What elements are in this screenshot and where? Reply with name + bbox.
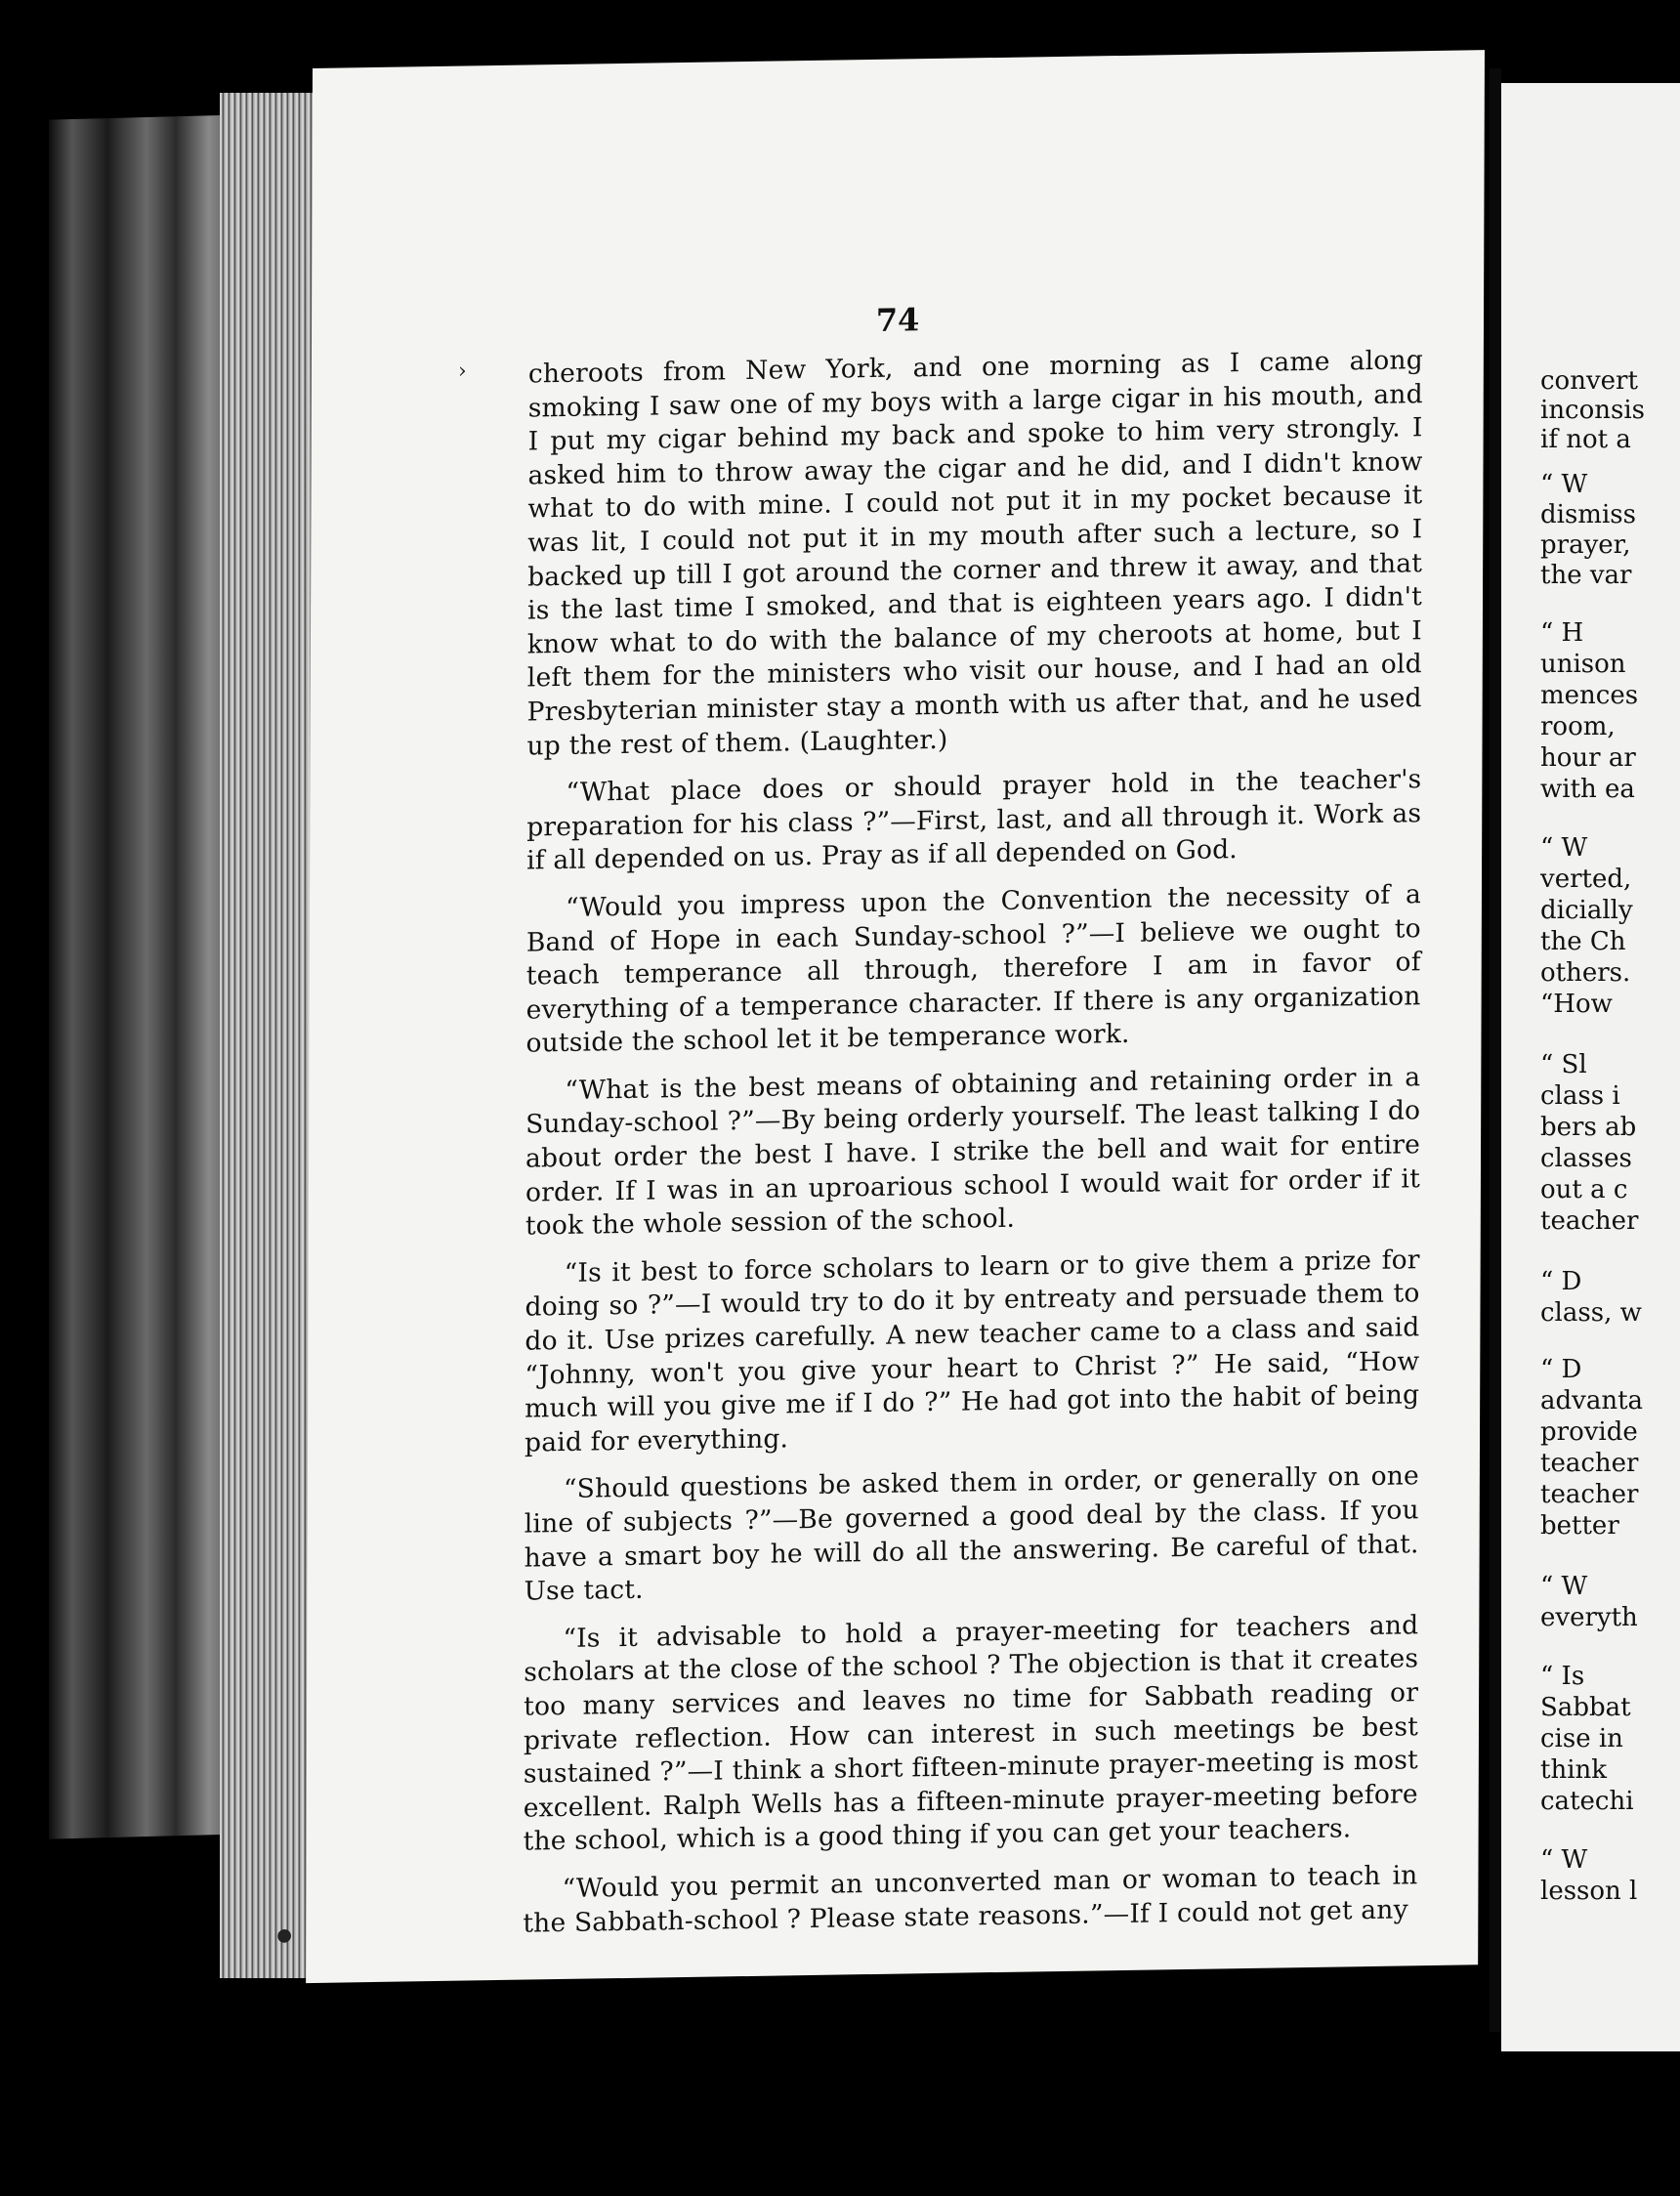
- facing-line: convert: [1540, 366, 1638, 396]
- facing-line: if not a: [1540, 425, 1631, 454]
- facing-line: unison: [1540, 650, 1626, 679]
- paragraph: “Is it advisable to hold a prayer-meeting for teachers and scholars at the close of the school ? The objection is that it creates too many services and leaves no time for Sabbath reading or private reflection. How can interest in such meetings be best sustained ?”—I think a short fifteen-minute prayer-meeting is most excellent. Ralph Wells has a fifteen-minute prayer-meeting before the school, which is a good thing if you can get your teachers.: [523, 1610, 1419, 1857]
- paragraph: “Should questions be asked them in order, or generally on one line of subjects ?”—Be governed a good deal by the class. If you have a smart boy he will do all the answering. Be careful of that. Use tact.: [524, 1460, 1419, 1607]
- facing-line: prayer,: [1540, 530, 1631, 560]
- facing-line: “ W: [1540, 1572, 1588, 1601]
- facing-line: hour ar: [1540, 743, 1636, 773]
- facing-line: everyth: [1540, 1603, 1638, 1632]
- facing-line: others.: [1540, 958, 1631, 988]
- gutter: [1490, 68, 1501, 2032]
- facing-line: “ D: [1540, 1355, 1582, 1384]
- margin-mark: ›: [457, 359, 467, 384]
- facing-line: out a c: [1540, 1175, 1628, 1204]
- facing-line: “ D: [1540, 1267, 1582, 1296]
- facing-line: Sabbat: [1540, 1693, 1631, 1722]
- facing-line: bers ab: [1540, 1113, 1637, 1142]
- paragraph: “Would you impress upon the Convention the necessity of a Band of Hope in each Sunday-school ?”—I believe we ought to teach temperance all through, therefore I am in favor of everything of a temperance character. If there is any organization outside the school let it be temperance work.: [525, 879, 1422, 1059]
- facing-line: “ Is: [1540, 1662, 1585, 1691]
- facing-line: room,: [1540, 712, 1616, 741]
- facing-line: teacher: [1540, 1480, 1639, 1509]
- page-text: [523, 344, 1423, 1955]
- facing-line: think: [1540, 1755, 1608, 1785]
- facing-page: [1501, 83, 1680, 2051]
- facing-line: lesson l: [1540, 1877, 1638, 1906]
- facing-line: “How: [1540, 990, 1613, 1019]
- paragraph: “What is the best means of obtaining and retaining order in a Sunday-school ?”—By being orderly yourself. The least talking I do about order the best I have. I strike the bell and wait for entire order. If I was in an uproarious school I would wait for order if it took the whole session of the school.: [525, 1062, 1421, 1242]
- facing-line: teacher: [1540, 1206, 1639, 1236]
- facing-line: dismiss: [1540, 500, 1636, 529]
- facing-line: the Ch: [1540, 927, 1626, 956]
- facing-line: “ H: [1540, 618, 1584, 648]
- facing-line: catechi: [1540, 1787, 1634, 1816]
- facing-line: class, w: [1540, 1298, 1642, 1328]
- paragraph: cheroots from New York, and one morning as I came along smoking I saw one of my boys with a large cigar in his mouth, and I put my cigar behind my back and spoke to him very strongly. I asked him to throw away the cigar and he did, and I didn't know what to do with mine. I could not put it in my pocket because it was lit, I could not put it in my mouth after such a lecture, so I backed up till I got around the corner and threw it away, and that is the last time I smoked, and that is eighteen years ago. I didn't know what to do with the balance of my cheroots at home, but I left them for the ministers who visit our house, and I had an old Presbyterian minister stay a month with us after that, and he used up the rest of them. (Laughter.): [526, 345, 1423, 762]
- paragraph: “Is it best to force scholars to learn or to give them a prize for doing so ?”—I would try to do it by entreaty and persuade them to do it. Use prizes carefully. A new teacher came to a class and said “Johnny, won't you give your heart to Christ ?” He said, “How much will you give me if I do ?” He had got into the habit of being paid for everything.: [525, 1245, 1420, 1458]
- facing-line: dicially: [1540, 896, 1633, 925]
- facing-line: verted,: [1540, 865, 1632, 894]
- facing-line: “ W: [1540, 470, 1588, 499]
- facing-line: better: [1540, 1511, 1619, 1541]
- book-edge-outer: [49, 114, 244, 1838]
- facing-line: cise in: [1540, 1724, 1623, 1753]
- facing-line: class i: [1540, 1081, 1620, 1111]
- facing-line: “ Sl: [1540, 1050, 1587, 1079]
- facing-line: the var: [1540, 561, 1632, 590]
- facing-line: “ W: [1540, 1845, 1588, 1875]
- facing-line: mences: [1540, 681, 1639, 710]
- facing-line: with ea: [1540, 775, 1635, 804]
- ink-dot: ●: [276, 1924, 293, 1946]
- facing-line: “ W: [1540, 833, 1588, 863]
- facing-line: inconsis: [1540, 396, 1646, 425]
- facing-line: classes: [1540, 1144, 1632, 1173]
- paragraph: “Would you permit an unconverted man or woman to teach in the Sabbath-school ? Please state reasons.”—If I could not get any: [523, 1860, 1418, 1939]
- paragraph: “What place does or should prayer hold in the teacher's preparation for his class ?”—First, last, and all through it. Work as if all depended on us. Pray as if all depended on God.: [526, 764, 1422, 876]
- facing-line: advanta: [1540, 1386, 1644, 1415]
- facing-line: provide: [1540, 1417, 1638, 1447]
- page-number: 74: [875, 301, 920, 339]
- left-page: [276, 50, 1485, 1983]
- facing-line: teacher: [1540, 1449, 1639, 1478]
